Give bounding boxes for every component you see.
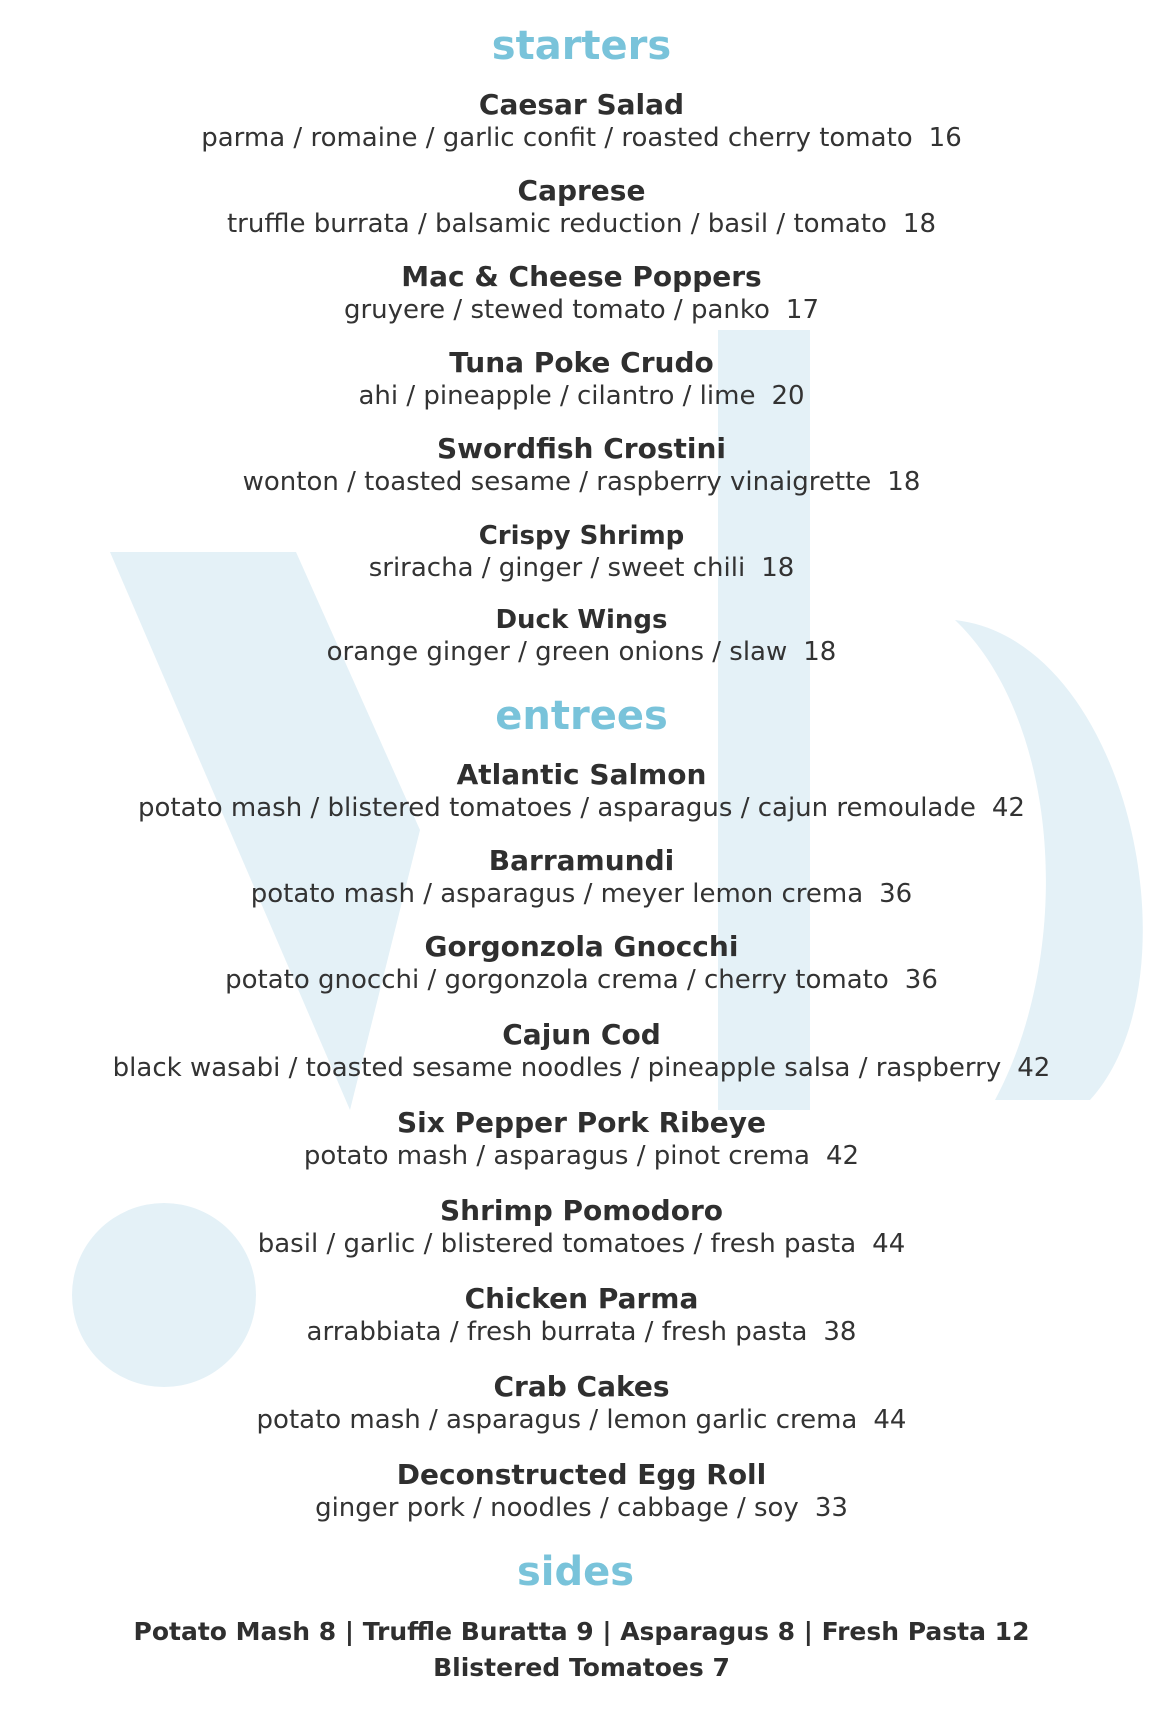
item-price: 44: [873, 1405, 907, 1435]
item-name: Barramundi: [488, 844, 675, 877]
item-price: 36: [904, 965, 938, 995]
section-title-starters: starters: [491, 23, 672, 69]
item-description: [0, 1316, 1163, 1349]
item-price: 18: [803, 637, 837, 667]
item-name: Cajun Cod: [502, 1018, 661, 1051]
item-description: [0, 878, 1163, 911]
item-price: 16: [928, 123, 962, 153]
item-ingredients: wonton / toasted sesame / raspberry vinaigrette: [242, 467, 872, 497]
item-description: [0, 1228, 1163, 1261]
item-ingredients: potato mash / blistered tomatoes / asparagus / cajun remoulade: [138, 793, 976, 823]
item-name: Gorgonzola Gnocchi: [424, 930, 739, 963]
item-name: Duck Wings: [495, 605, 668, 635]
item-name: Swordfish Crostini: [437, 432, 726, 465]
item-name: Mac & Cheese Poppers: [401, 260, 762, 293]
menu-item-mac-cheese-poppers: [0, 260, 1163, 327]
item-price: 18: [887, 467, 921, 497]
menu-item-barramundi: [0, 844, 1163, 911]
menu-item-shrimp-pomodoro: [0, 1194, 1163, 1261]
item-description: [0, 1404, 1163, 1437]
item-ingredients: parma / romaine / garlic confit / roasted cherry tomato: [201, 123, 913, 153]
item-description: [0, 294, 1163, 327]
menu-item-tuna-poke-crudo: [0, 346, 1163, 413]
menu-item-crispy-shrimp: [0, 520, 1163, 585]
item-ingredients: potato mash / asparagus / meyer lemon crema: [250, 879, 864, 909]
item-description: [0, 1052, 1163, 1085]
menu-item-duck-wings: [0, 604, 1163, 669]
menu-item-caprese: [0, 174, 1163, 241]
item-name: Crispy Shrimp: [478, 521, 685, 551]
item-ingredients: truffle burrata / balsamic reduction / basil / tomato: [226, 209, 887, 239]
item-ingredients: arrabbiata / fresh burrata / fresh pasta: [306, 1317, 808, 1347]
item-price: 42: [825, 1141, 860, 1171]
item-name: Shrimp Pomodoro: [440, 1194, 723, 1227]
menu-item-crab-cakes: [0, 1370, 1163, 1437]
sides-list-line-1: Potato Mash 8 | Truffle Buratta 9 | Asparagus 8 | Fresh Pasta 12: [133, 1617, 1030, 1646]
item-ingredients: sriracha / ginger / sweet chili: [368, 553, 746, 583]
item-description: [0, 964, 1163, 997]
sides-list-line-2: Blistered Tomatoes 7: [433, 1653, 730, 1682]
item-price: 44: [872, 1229, 906, 1259]
section-title-entrees: entrees: [495, 693, 668, 739]
item-name: Chicken Parma: [464, 1282, 699, 1315]
menu-item-gorgonzola-gnocchi: [0, 930, 1163, 997]
item-name: Crab Cakes: [493, 1370, 670, 1403]
item-price: 36: [879, 879, 913, 909]
item-price: 42: [991, 793, 1025, 823]
item-price: 20: [771, 381, 805, 411]
item-description: [0, 466, 1163, 499]
item-name: Caprese: [517, 174, 646, 207]
item-description: [0, 636, 1163, 669]
item-name: Tuna Poke Crudo: [449, 346, 714, 379]
menu-item-six-pepper-pork-ribeye: [0, 1106, 1163, 1173]
menu-item-cajun-cod: [0, 1018, 1163, 1085]
item-description: [0, 380, 1163, 413]
item-name: Six Pepper Pork Ribeye: [396, 1106, 767, 1139]
item-ingredients: potato gnocchi / gorgonzola crema / cherry tomato: [225, 965, 889, 995]
item-description: [0, 208, 1163, 241]
item-name: Deconstructed Egg Roll: [396, 1458, 767, 1491]
item-ingredients: orange ginger / green onions / slaw: [326, 637, 788, 667]
item-name: Caesar Salad: [478, 88, 685, 121]
item-description: [0, 792, 1163, 825]
item-ingredients: basil / garlic / blistered tomatoes / fresh pasta: [257, 1229, 857, 1259]
item-ingredients: potato mash / asparagus / pinot crema: [303, 1141, 810, 1171]
section-title-sides: sides: [516, 1549, 635, 1595]
menu-item-deconstructed-egg-roll: [0, 1458, 1163, 1525]
menu-item-caesar-salad: [0, 88, 1163, 155]
item-price: 17: [785, 295, 820, 325]
item-ingredients: potato mash / asparagus / lemon garlic crema: [256, 1405, 858, 1435]
item-ingredients: ginger pork / noodles / cabbage / soy: [315, 1493, 799, 1523]
item-ingredients: black wasabi / toasted sesame noodles / pineapple salsa / raspberry: [112, 1053, 1002, 1083]
item-description: [0, 1140, 1163, 1173]
item-description: [0, 122, 1163, 155]
menu-item-atlantic-salmon: [0, 758, 1163, 825]
item-description: [0, 552, 1163, 585]
item-description: [0, 1492, 1163, 1525]
item-price: 42: [1017, 1053, 1051, 1083]
item-name: Atlantic Salmon: [456, 758, 707, 791]
item-price: 38: [823, 1317, 857, 1347]
menu-item-chicken-parma: [0, 1282, 1163, 1349]
item-ingredients: ahi / pineapple / cilantro / lime: [358, 381, 756, 411]
item-price: 18: [761, 553, 795, 583]
item-price: 33: [814, 1493, 848, 1523]
item-ingredients: gruyere / stewed tomato / panko: [343, 295, 770, 325]
menu-item-swordfish-crostini: [0, 432, 1163, 499]
item-price: 18: [902, 209, 937, 239]
